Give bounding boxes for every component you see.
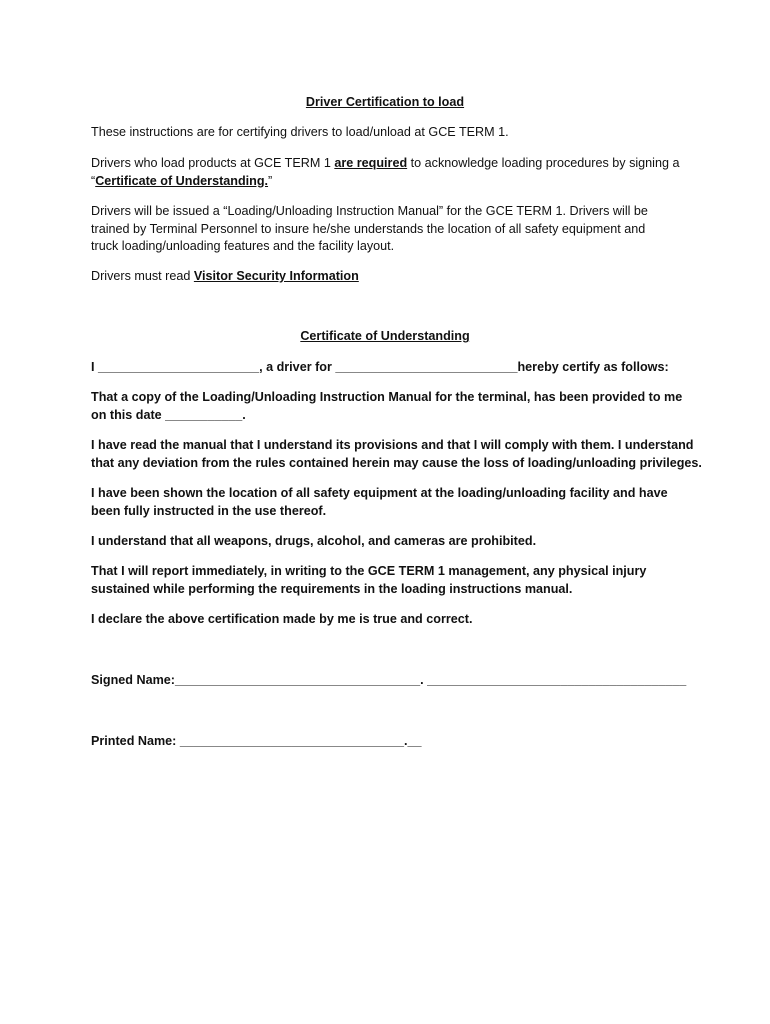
- required-line-2: [91, 173, 691, 191]
- item-report-line-2: sustained while performing the requirements in the loading instructions manual.: [91, 581, 573, 596]
- security-paragraph: [91, 268, 691, 286]
- certification-item-declare: I declare the above certification made by me is true and correct.: [91, 612, 473, 626]
- security-text: Drivers must read: [91, 269, 194, 283]
- item-safety-line-1: I have been shown the location of all safety equipment at the loading/unloading facility and have: [91, 486, 668, 500]
- manual-paragraph: [91, 203, 691, 256]
- signed-name-field[interactable]: Signed Name:___________________________________. _____________________________________: [91, 673, 687, 687]
- item-manual-line-1: That a copy of the Loading/Unloading Instruction Manual for the terminal, has been provided to me: [91, 390, 683, 404]
- quote-close: ”: [268, 173, 273, 188]
- manual-line-3: truck loading/unloading features and the facility layout.: [91, 239, 395, 253]
- certification-item-manual: [91, 389, 691, 424]
- required-text-end: to acknowledge loading procedures by signing a: [407, 156, 680, 170]
- required-line-1: [91, 155, 691, 173]
- required-text-start: Drivers who load products at GCE TERM 1: [91, 156, 335, 170]
- visitor-security-information-link[interactable]: Visitor Security Information: [193, 269, 359, 283]
- item-read-line-1: I have read the manual that I understand its provisions and that I will comply with them. I understand: [91, 438, 694, 452]
- printed-name-field[interactable]: Printed Name: ________________________________.__: [91, 734, 422, 748]
- item-read-line-2: that any deviation from the rules contained herein may cause the loss of loading/unloading privileges.: [91, 455, 702, 470]
- certificate-of-understanding-link[interactable]: Certificate of Understanding.: [95, 173, 269, 188]
- document-title: Driver Certification to load: [305, 95, 465, 109]
- certification-item-safety: [91, 485, 691, 520]
- certification-item-read: [91, 437, 702, 472]
- are-required-emphasis: are required: [334, 156, 408, 170]
- declaration-line: I _______________________, a driver for __________________________hereby certify as follows:: [91, 360, 669, 374]
- manual-line-1: Drivers will be issued a “Loading/Unloading Instruction Manual” for the GCE TERM 1. Drivers will be: [91, 204, 648, 218]
- item-safety-line-2: been fully instructed in the use thereof.: [91, 503, 327, 518]
- certification-item-prohibited: I understand that all weapons, drugs, alcohol, and cameras are prohibited.: [91, 534, 537, 548]
- certificate-heading: Certificate of Understanding: [300, 329, 470, 343]
- quote-open: “: [91, 173, 96, 188]
- item-manual-line-2: on this date ___________.: [91, 407, 246, 422]
- item-report-line-1: That I will report immediately, in writing to the GCE TERM 1 management, any physical injury: [91, 564, 647, 578]
- intro-paragraph: These instructions are for certifying drivers to load/unload at GCE TERM 1.: [91, 125, 509, 139]
- required-paragraph: [91, 155, 691, 190]
- certification-item-report: [91, 563, 691, 598]
- manual-line-2: trained by Terminal Personnel to insure he/she understands the location of all safety equipment and: [91, 221, 646, 236]
